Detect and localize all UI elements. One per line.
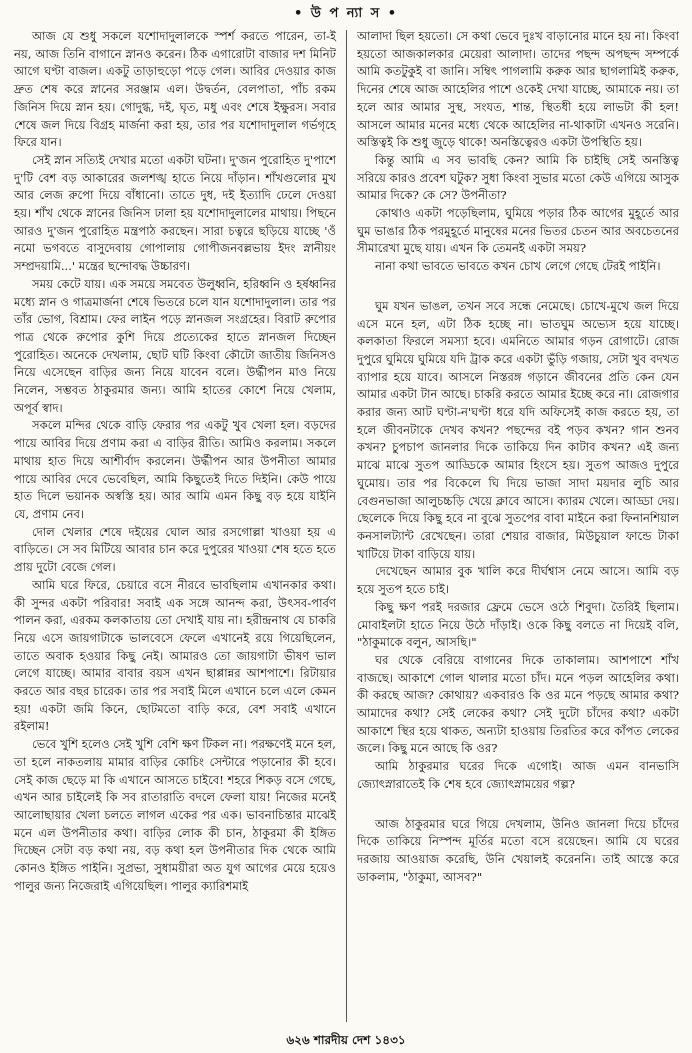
paragraph: দেখেছেন আমার বুক খালি করে দীর্ঘশ্বাস নেমে আসে। আমি বড় হয়ে সুতপ হতে চাই।	[357, 564, 679, 597]
paragraph: কিছু ক্ষণ পরই দরজার ফ্রেমে ভেসে ওঠে শিবুদা। তৈরিই ছিলাম। মোবাইলটা হাতে নিয়ে উঠে দাঁড়াই। ওকে কিছু বলতে না দিয়েই বলি, "ঠাকুমাকে বলুন, আসছি।"	[357, 599, 679, 650]
paragraph: দোল খেলার শেষে দইয়ের ঘোল আর রসগোল্লা খাওয়া হয় এ বাড়িতে। সে সব মিটিয়ে আবার চান করে দুপুরের খাওয়া শেষ হতে হতে প্রায় দুটো বেজে গেল।	[14, 524, 336, 575]
paragraph: ঘুম যখন ভাঙল, তখন সবে সন্ধে নেমেছে। চোখে-মুখে জল দিয়ে এসে মনে হল, এটা ঠিক হচ্ছে না। ভাতঘুম অভ্যেস হয়ে যাচ্ছে। কলকাতা ফিরলে সমস্যা হবে। এমনিতে আমার গড়ন রোগাটে। রোজ দুপুরে ঘুমিয়ে ঘুমিয়ে যদি ট্রাক করে একটা ভুঁড়ি গজায়, সেটা খুব বদখত ব্যাপার হয়ে যাবে। আসলে নিস্তরঙ্গ গড়ানে জীবনের প্রতি কেন যেন আমার একটা টান আছে। চাকরি করতে আমার ইচ্ছে করে না। রোজগার করার জন্য আট ঘণ্টা-ন'ঘণ্টা ধরে যদি অফিসেই কাজ করতে হয়, তা হলে জীবনটাকে দেখব কখন? পছন্দের বই পড়ব কখন? গান শুনব কখন? চুপচাপ জানলার দিকে তাকিয়ে দিন কাটাব কখন? এই জন্য মাঝে মাঝে সুতপ আড্ডিকে আমার হিংসে হয়। সুতপ আজও দুপুরে ঘুমোয়। তার পর বিকেলে ঘি দিয়ে ভাজা সাদা ময়দার লুচি আর বেগুনভাজা আলুচচ্চড়ি খেয়ে ক্লাবে আসে। ক্যারম খেলে। আড্ডা দেয়। ছেলেকে দিয়ে কিছু হবে না বুঝে সুতপের বাবা মাইনে করা ফিনানশিয়াল কনসালট্যান্ট রেখেছেন। তারা শেয়ার বাজার, মিউচুয়াল ফান্ডে টাকা খাটিয়ে টাকা বাড়িয়ে যায়।	[357, 298, 679, 561]
paragraph: আমি ঠাকুরমার ঘরের দিকে এগোই। আজ এমন বানভাসি জ্যোৎস্নারাতেই কি শেষ হবে জ্যোৎস্নাময়ের গল্প?	[357, 759, 679, 791]
paragraph: আজ ঠাকুরমার ঘরে গিয়ে দেখলাম, উনিও জানলা দিয়ে চাঁদের দিকে তাকিয়ে নিস্পন্দ মূর্তির মতো বসে রয়েছেন। আমি যে ঘরের দরজায় আওয়াজ করেছি, উনি খেয়ালই করেননি। তাই আস্তে করে ডাকলাম, "ঠাকুমা, আসব?"	[357, 816, 679, 884]
paragraph: সকলে মন্দির থেকে বাড়ি ফেরার পর একটু খুব খেলা হল। বড়দের পায়ে আবির দিয়ে প্রণাম করা এ বাড়ির রীতি। আমিও করলাম। সকলে মাথায় হাত দিয়ে আশীর্বাদ করলেন। উর্দ্ধীপন আর উপনীতা আমার পায়ে আবির দেবে ভেবেছিল, আমি কিছুতেই দিতে দিইনি। কেউ পায়ে হাত দিলে ভয়ানক অস্বস্তি হয়। আর আমি এমন কিছু বড় হয়ে যাইনি যে, প্রণাম নেব।	[14, 418, 336, 521]
paragraph: আজ যে শুধু সকলে যশোদাদুলালকে স্পর্শ করতে পারেন, তা-ই নয়, আজ তিনি বাগানে স্নানও করেন। ঠিক এগারোটা বাজার দশ মিনিট আগে ঘণ্টা বাজল। একটু তাড়াহুড়ো পড়ে গেল। আবির দেওয়ার কাজ দ্রুত শেষ করে স্নানের সরঞ্জাম এল। উদ্বর্তন, বেলপাতা, পাঁচ রকম জিনিস দিয়ে স্নান হয়। গোদুগ্ধ, দই, ঘৃত, মধু এবং শেষে ইক্ষুরস। সবার শেষে জল দিয়ে বিগ্রহ মার্জনা করা হয়, তার পর যশোদাদুলাল গর্ভগৃহে ফিরে যান।	[14, 29, 336, 150]
paragraph: আমি ঘরে ফিরে, চেয়ারে বসে নীরবে ভাবছিলাম এখানকার কথা। কী সুন্দর একটা পরিবার! সবাই এক সঙ্গে আনন্দ করা, উৎসব-পার্বণ পালন করা, এরকম কলকাতায় তো দেখাই যায় না। হরীন্দ্রনাথ যে চাকরি নিয়ে এসে জায়গাটাকে ভালবেসে ফেলে এখানেই রয়ে গিয়েছিলেন, তাতে অবাক হওয়ার কিছু নেই। আমারও তো জায়গাটা ভীষণ ভাল লেগে যাচ্ছে। আমার বাবার বয়স এখন ছাপ্পান্নর আশপাশে। রিটায়ার করতে আর বছর চারেক। তার পর সবাই মিলে এখানে চলে এলে কেমন হয়! একটা জমি কিনে, ছোটমতো বাড়ি করে, বেশ সবাই এখানে রইলাম!	[14, 577, 336, 734]
paragraph: সেই স্নান সত্যিই দেখার মতো একটা ঘটনা। দু'জন পুরোহিত দু'পাশে দু'টি বেশ বড় আকারের জলশঙ্খ হাতে নিয়ে দাঁড়ান। শাঁখগুলোর মুখ আর লেজ রুপো দিয়ে বাঁধানো। তাতে দুধ, দই ইত্যাদি ঢেলে দেওয়া হয়। শাঁখ থেকে স্নানের জিনিস ঢালা হয় যশোদাদুলালের মাথায়। পিছনে আরও দু'জন পুরোহিত মন্ত্রপাঠ করছেন। সারা চত্বরে ছড়িয়ে যাচ্ছে 'ওঁ নমো ভগবতে বাসুদেবায় গোপালায় গোপীজনবল্লভায় ইদং স্নানীয়ং সম্প্রদয়ামি...' মন্ত্রের ছন্দোবদ্ধ উচ্চারণ।	[14, 152, 336, 274]
paragraph: কোথাও একটা পড়েছিলাম, ঘুমিয়ে পড়ার ঠিক আগের মুহূর্তে আর ঘুম ভাঙার ঠিক পরমুহূর্তে মানুষের মনের ভিতর চেতন আর অবচেতনের সীমারেখা মুছে যায়। এখন কি তেমনই একটা সময়?	[357, 206, 679, 256]
right-column	[357, 28, 679, 886]
section-header: • উ প ন্যা স •	[293, 6, 399, 21]
paragraph: ভেবে খুশি হলেও সেই খুশি বেশি ক্ষণ টিকল না। পরক্ষণেই মনে হল, তা হলে নাকতলায় মামার বাড়ির কোচিং সেন্টারে পড়ানোর কী হবে। সেই কাজ ছেড়ে মা কি এখানে আসতে চাইবে! শহরে শিকড় বসে গেছে, এখন আর চাইলেই কি সব রাতারাতি বদলে ফেলা যায়! নিজের মনেই আলোছায়ার খেলা চলতে লাগল একের পর এক। ভাবনাচিন্তার মাঝেই মনে এল উপনীতার কথা। বাড়ির লোক কী চান, ঠাকুরমা কী ইঙ্গিত দিচ্ছেন সেটা বড় কথা নয়, বড় কথা হল উপনীতার দিক থেকে আমি কোনও ইঙ্গিত পাইনি। সুপ্রভা, সুধাময়ীরা অত যুগ আগের মেয়ে হয়েও পালুর জন্য নিজেরাই এগিয়েছিল। পালুর ক্যারিশমাই	[14, 737, 336, 893]
page-footer: ৬২৬ শারদীয় দেশ ১৪৩১	[286, 1033, 406, 1047]
paragraph: ঘর থেকে বেরিয়ে বাগানের দিকে তাকালাম। আশপাশে শাঁখ বাজছে। আকাশে গোল থালার মতো চাঁদ। মনে পড়ল আহেলির কথা। কী করছে আজ? কোথায়? একবারও কি ওর মনে পড়ছে আমার কথা? আমাদের কথা? সেই লেকের কথা? সেই দুটো চাঁদের কথা? একটা আকাশে স্থির হয়ে থাকত, অন্যটা হাওয়ায় তিরতির করে কাঁপত লেকের জলে। কিছু মনে আছে কি ওর?	[357, 652, 679, 756]
paragraph: সময় কেটে যায়। এক সময়ে সমবেত উলুধ্বনি, হরিধ্বনি ও হর্ষধ্বনির মধ্যে স্নান ও গাত্রমার্জনা শেষে ভিতরে চলে যান যশোদাদুলাল। তার পর তাঁর ভোগ, বিশ্রাম। ফের লাইন পড়ে স্নানজল সংগ্রহের। বিরাট রুপোর পাত্র থেকে রুপোর কুশি দিয়ে প্রত্যেকের হাতে স্নানজল দিচ্ছেন পুরোহিত। অনেকে দেখলাম, ছোট ঘটি কিংবা কৌটো জাতীয় জিনিসও নিয়ে এসেছেন বাড়ির জন্য নিয়ে যাবেন বলে। উর্দ্ধীপন মাও নিয়ে নিলেন, সম্ভবত ঠাকুরমার জন্য। আমি হাতের কোশে নিয়ে খেলাম, অপূর্ব স্বাদ।	[14, 276, 336, 415]
paragraph: আলাদা ছিল হয়তো। সে কথা ভেবে দুঃখ বাড়ানোর মানে হয় না। কিংবা হয়তো আজকালকার মেয়েরা আলাদা। তাদের পছন্দ অপছন্দ সম্পর্কে আমি কতটুকুই বা জানি। সম্বিৎ পাগলামি করুক আর ছাগলামিই করুক, দিনের শেষে আজ আহেলির পাশে ওকেই দেখা যাচ্ছে, আমাকে নয়। তা হলে আর আমার সুস্থ, সংযত, শান্ত, স্থিতধী হয়ে লাভটা কী হল! আসলে আমার মনের মধ্যে থেকে আহেলির না-থাকাটা এখনও সরেনি। অস্তিত্বই কি শুধু জুড়ে থাকে! অনস্তিত্বেরও একটা উপস্থিতি হয়।	[357, 29, 679, 150]
paragraph: নানা কথা ভাবতে ভাবতে কখন চোখ লেগে গেছে টেরই পাইনি।	[375, 259, 661, 274]
left-column	[14, 28, 336, 895]
paragraph: কিন্তু আমি এ সব ভাবছি কেন? আমি কি চাইছি সেই অনস্তিত্ব সরিয়ে কারও প্রবেশ ঘটুক? সুধা কিংবা সুভার মতো কেউ এগিয়ে আসুক আমার দিকে? কে সে? উপনীতা?	[357, 152, 679, 203]
column-divider	[346, 30, 347, 1022]
